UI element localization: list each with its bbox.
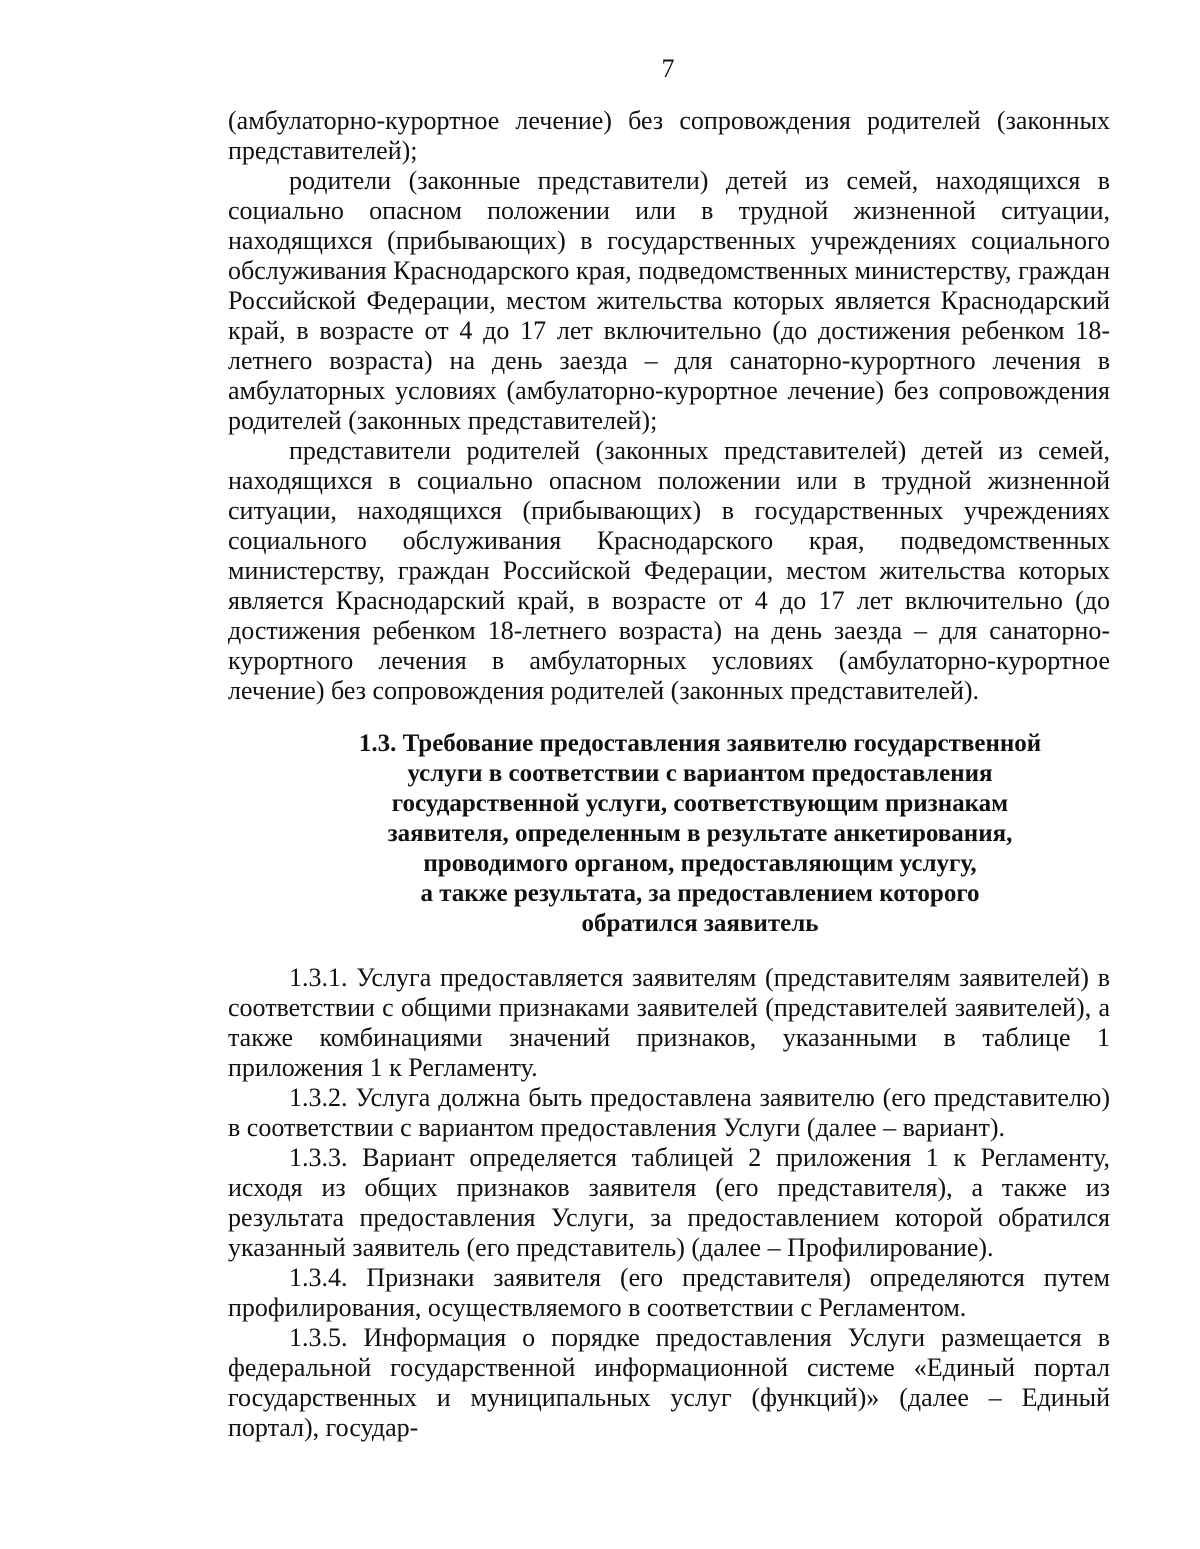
section-heading <box>300 729 1100 939</box>
paragraph-parents: родители (законные представители) детей из семей, находящихся в социально опасном положении или в трудной жизненной ситуации, находящихся (прибывающих) в государственных учреждениях социального обслуживания Краснодарского края, подведомственных министерству, граждан Российской Федерации, местом жительства которых является Краснодарский край, в возрасте от 4 до 17 лет включительно (до достижения ребенком 18-летнего возраста) на день заезда – для санаторно-курортного лечения в амбулаторных условиях (амбулаторно-курортное лечение) без сопровождения родителей (законных представителей); <box>228 166 1110 435</box>
heading-line: 1.3. Требование предоставления заявителю государственной <box>358 730 1042 757</box>
heading-line: проводимого органом, предоставляющим услугу, <box>423 850 977 877</box>
paragraph-1-3-1: 1.3.1. Услуга предоставляется заявителям (представителям заявителей) в соответствии с общими признаками заявителей (представителей заявителей), а также комбинациями значений признаков, указанными в таблице 1 приложения 1 к Регламенту. <box>228 963 1110 1082</box>
heading-line: государственной услуги, соответствующим признакам <box>391 790 1009 817</box>
paragraph-parent-representatives: представители родителей (законных представителей) детей из семей, находящихся в социально опасном положении или в трудной жизненной ситуации, находящихся (прибывающих) в государственных учреждениях социального обслуживания Краснодарского края, подведомственных министерству, граждан Российской Федерации, местом жительства которых является Краснодарский край, в возрасте от 4 до 17 лет включительно (до достижения ребенком 18-летнего возраста) на день заезда – для санаторно-курортного лечения в амбулаторных условиях (амбулаторно-курортное лечение) без сопровождения родителей (законных представителей). <box>228 436 1110 705</box>
paragraph-1-3-4: 1.3.4. Признаки заявителя (его представителя) определяются путем профилирования, осуществляемого в соответствии с Регламентом. <box>228 1263 1110 1322</box>
paragraph-1-3-3: 1.3.3. Вариант определяется таблицей 2 приложения 1 к Регламенту, исходя из общих признаков заявителя (его представителя), а также из результата предоставления Услуги, за предоставлением которой обратился указанный заявитель (его представитель) (далее – Профилирование). <box>228 1143 1110 1262</box>
heading-line: услуги в соответствии с вариантом предоставления <box>407 760 993 787</box>
bottom-text-block <box>228 963 1110 1443</box>
page-number: 7 <box>661 54 675 83</box>
top-text-block <box>228 106 1110 706</box>
paragraph-1-3-5: 1.3.5. Информация о порядке предоставления Услуги размещается в федеральной государственной информационной системе «Единый портал государственных и муниципальных услуг (функций)» (далее – Единый портал), государ- <box>228 1323 1110 1442</box>
paragraph-1-3-2: 1.3.2. Услуга должна быть предоставлена заявителю (его представителю) в соответствии с вариантом предоставления Услуги (далее – вариант). <box>228 1083 1110 1142</box>
heading-line: заявителя, определенным в результате анкетирования, <box>387 820 1013 847</box>
heading-line: обратился заявитель <box>581 910 819 937</box>
heading-line: а также результата, за предоставлением которого <box>420 880 980 907</box>
paragraph-continuation: (амбулаторно-курортное лечение) без сопровождения родителей (законных представителей); <box>228 106 1110 165</box>
